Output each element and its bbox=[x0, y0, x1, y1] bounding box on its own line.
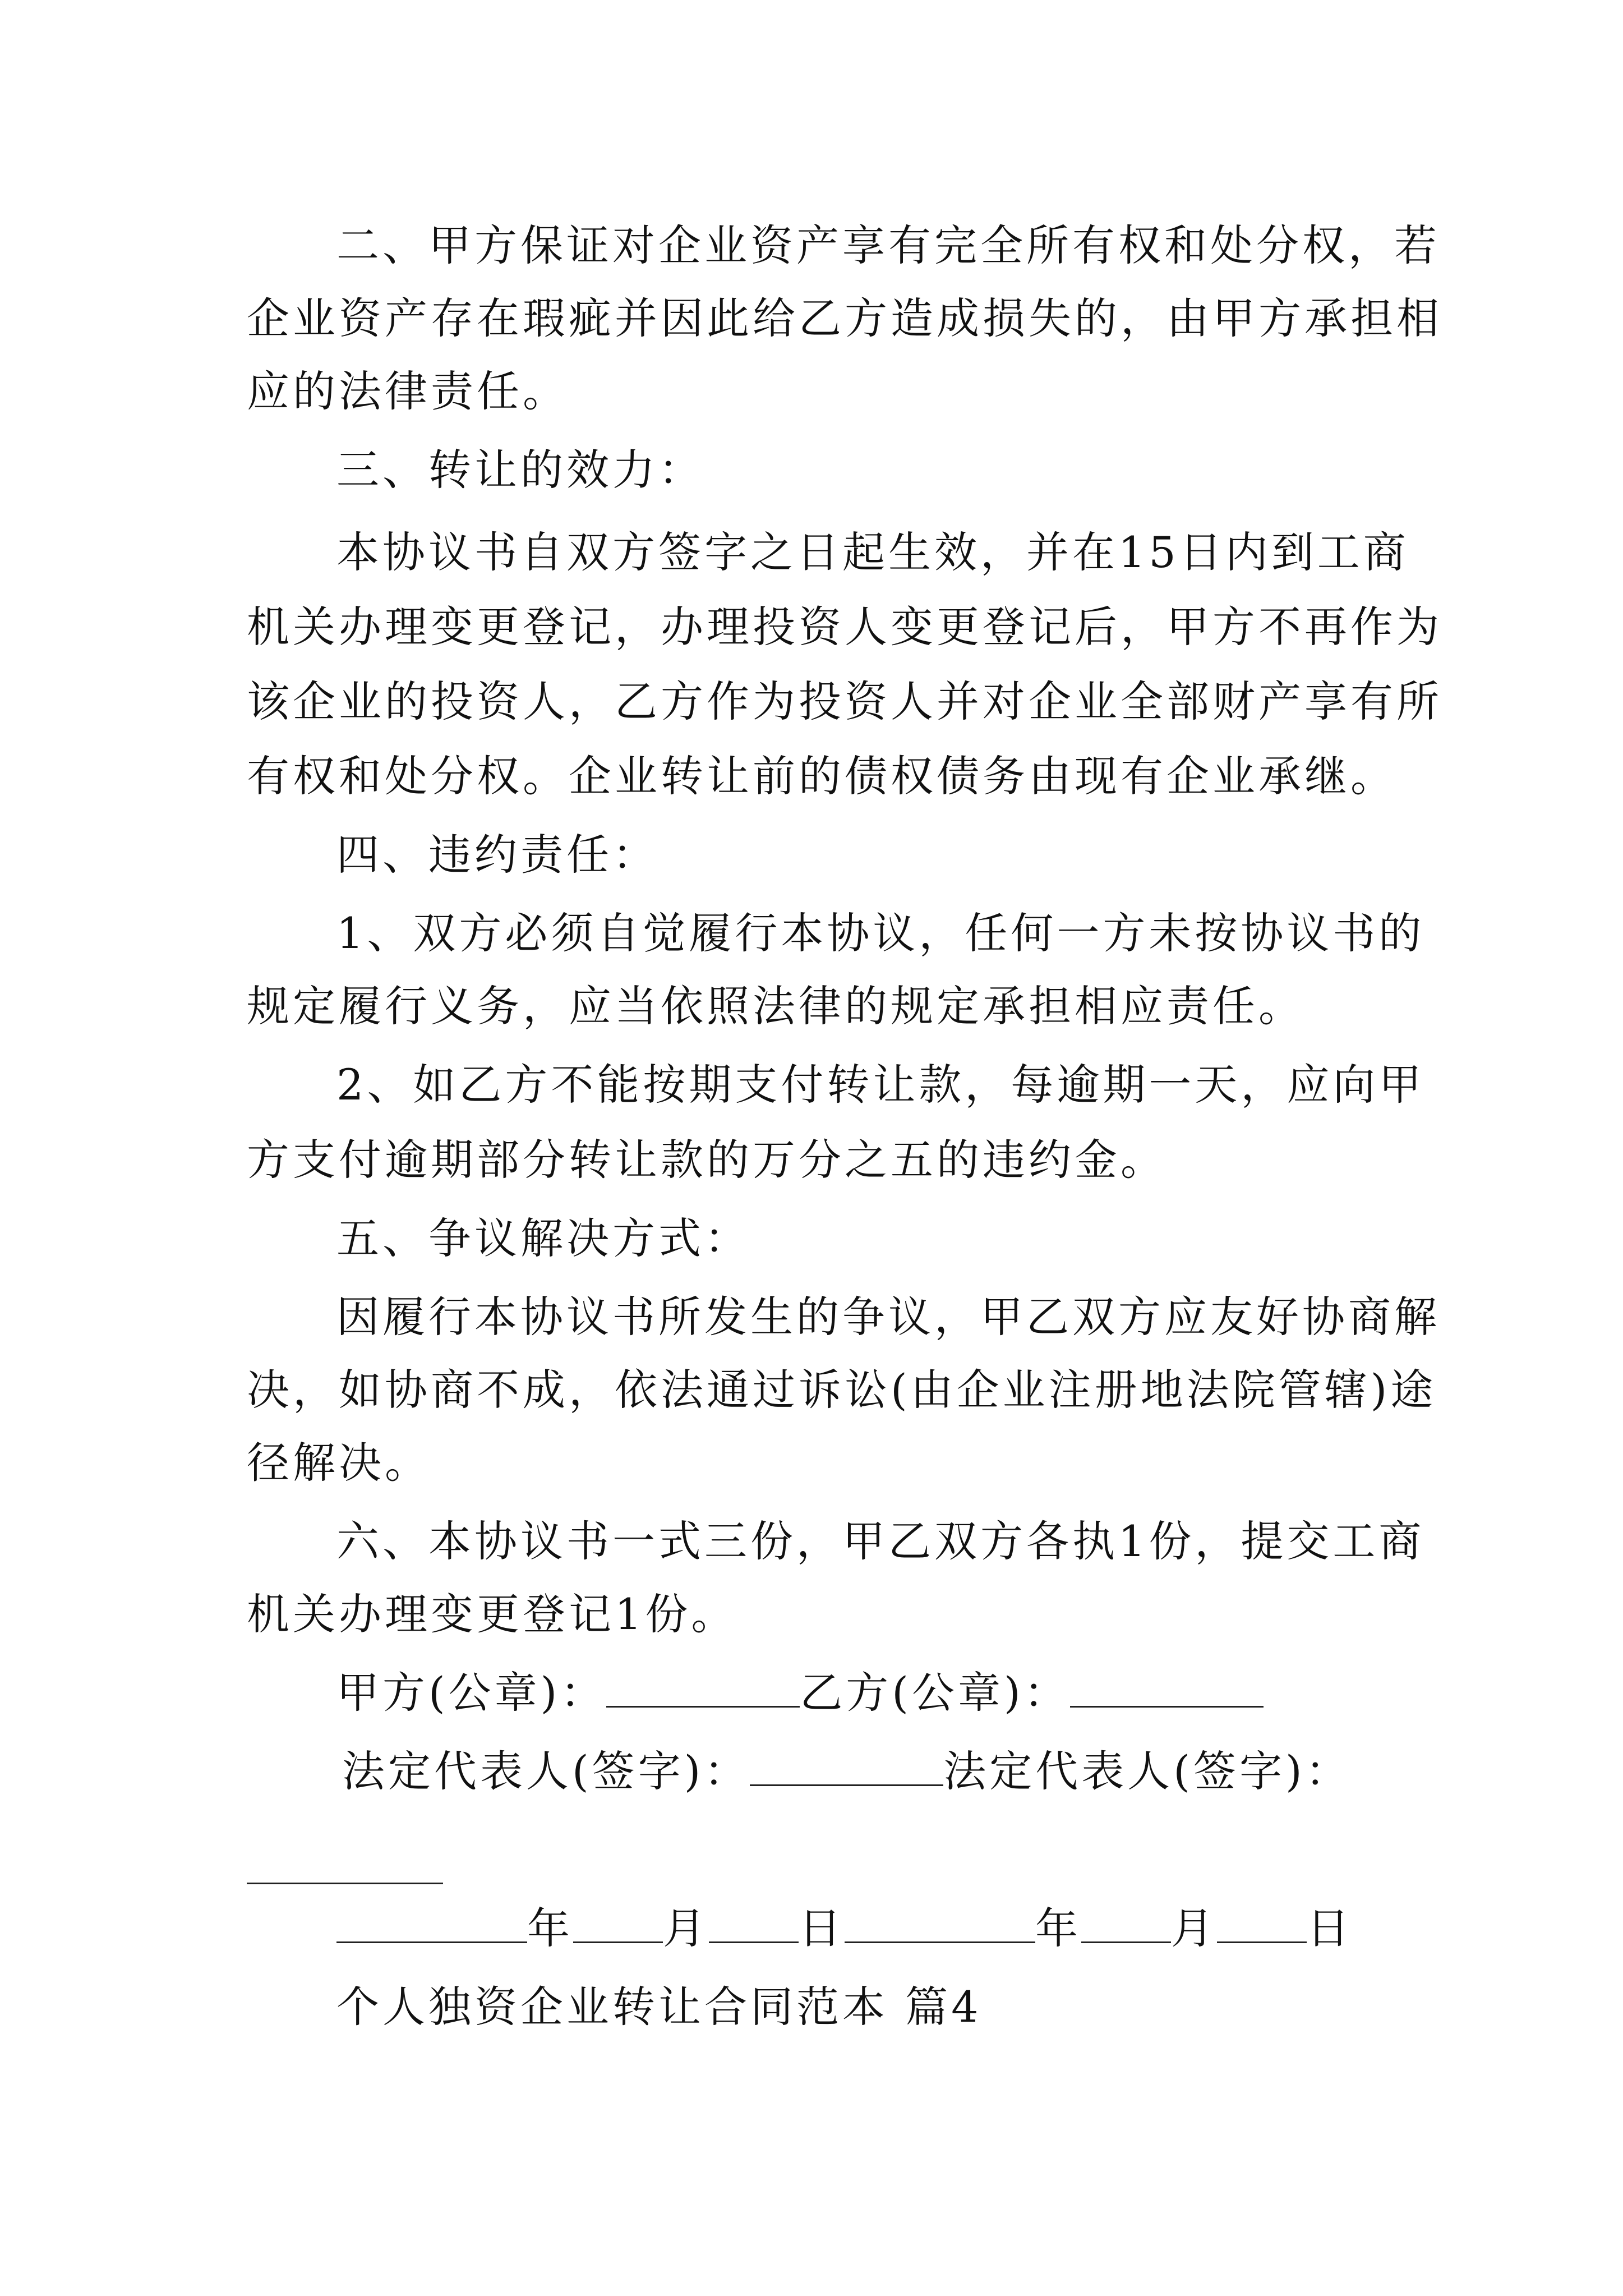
paragraph-line: 1、双方必须自觉履行本协议，任何一方未按协议书的 bbox=[336, 908, 1425, 958]
paragraph-line: 机关办理变更登记，办理投资人变更登记后，甲方不再作为 bbox=[247, 602, 1442, 652]
month-label-b: 月 bbox=[1171, 1903, 1217, 1953]
month-blank-b bbox=[1081, 1902, 1171, 1943]
paragraph-line: 决，如协商不成，依法通过诉讼(由企业注册地法院管辖)途 bbox=[247, 1365, 1437, 1415]
legal-rep-b-blank bbox=[247, 1883, 443, 1884]
party-a-seal-label: 甲方(公章)： bbox=[336, 1668, 607, 1718]
section-heading: 三、转让的效力： bbox=[336, 445, 704, 495]
party-b-seal-blank bbox=[1070, 1667, 1264, 1708]
next-section-heading: 个人独资企业转让合同范本 篇4 bbox=[336, 1982, 982, 2032]
paragraph-line: 径解决。 bbox=[247, 1438, 431, 1488]
year-blank-b bbox=[845, 1902, 1035, 1943]
paragraph-line: 应的法律责任。 bbox=[247, 366, 569, 416]
day-label-b: 日 bbox=[1307, 1903, 1353, 1953]
party-a-seal-blank bbox=[606, 1667, 800, 1708]
paragraph-line: 规定履行义务，应当依照法律的规定承担相应责任。 bbox=[247, 981, 1304, 1031]
year-label-a: 年 bbox=[527, 1903, 573, 1953]
day-blank-b bbox=[1217, 1902, 1307, 1943]
paragraph-line: 2、如乙方不能按期支付转让款，每逾期一天，应向甲 bbox=[336, 1060, 1425, 1110]
day-blank-a bbox=[709, 1902, 799, 1943]
legal-rep-a-blank bbox=[750, 1745, 943, 1786]
date-line bbox=[336, 1901, 1385, 1957]
day-label-a: 日 bbox=[799, 1903, 845, 1953]
legal-rep-line bbox=[342, 1743, 1391, 1800]
party-b-seal-label: 乙方(公章)： bbox=[800, 1668, 1070, 1718]
legal-rep-a-label: 法定代表人(签字)： bbox=[342, 1746, 750, 1796]
paragraph-line: 六、本协议书一式三份，甲乙双方各执1份，提交工商 bbox=[336, 1516, 1425, 1566]
paragraph-line: 机关办理变更登记1份。 bbox=[247, 1589, 737, 1639]
paragraph-line: 企业资产存在瑕疵并因此给乙方造成损失的，由甲方承担相 bbox=[247, 293, 1442, 343]
paragraph-line: 有权和处分权。企业转让前的债权债务由现有企业承继。 bbox=[247, 751, 1396, 801]
paragraph-line: 二、甲方保证对企业资产享有完全所有权和处分权，若 bbox=[336, 220, 1440, 270]
month-blank-a bbox=[573, 1902, 663, 1943]
section-heading: 四、违约责任： bbox=[336, 830, 658, 880]
section-heading: 五、争议解决方式： bbox=[336, 1213, 750, 1263]
month-label-a: 月 bbox=[663, 1903, 709, 1953]
year-label-b: 年 bbox=[1035, 1903, 1081, 1953]
paragraph-line: 本协议书自双方签字之日起生效，并在15日内到工商 bbox=[336, 527, 1409, 577]
paragraph-line: 该企业的投资人，乙方作为投资人并对企业全部财产享有所 bbox=[247, 677, 1442, 726]
seal-line bbox=[336, 1665, 1385, 1721]
legal-rep-b-label: 法定代表人(签字)： bbox=[943, 1746, 1352, 1796]
paragraph-line: 方支付逾期部分转让款的万分之五的违约金。 bbox=[247, 1135, 1166, 1185]
year-blank-a bbox=[336, 1902, 527, 1943]
paragraph-line: 因履行本协议书所发生的争议，甲乙双方应友好协商解 bbox=[336, 1292, 1440, 1342]
